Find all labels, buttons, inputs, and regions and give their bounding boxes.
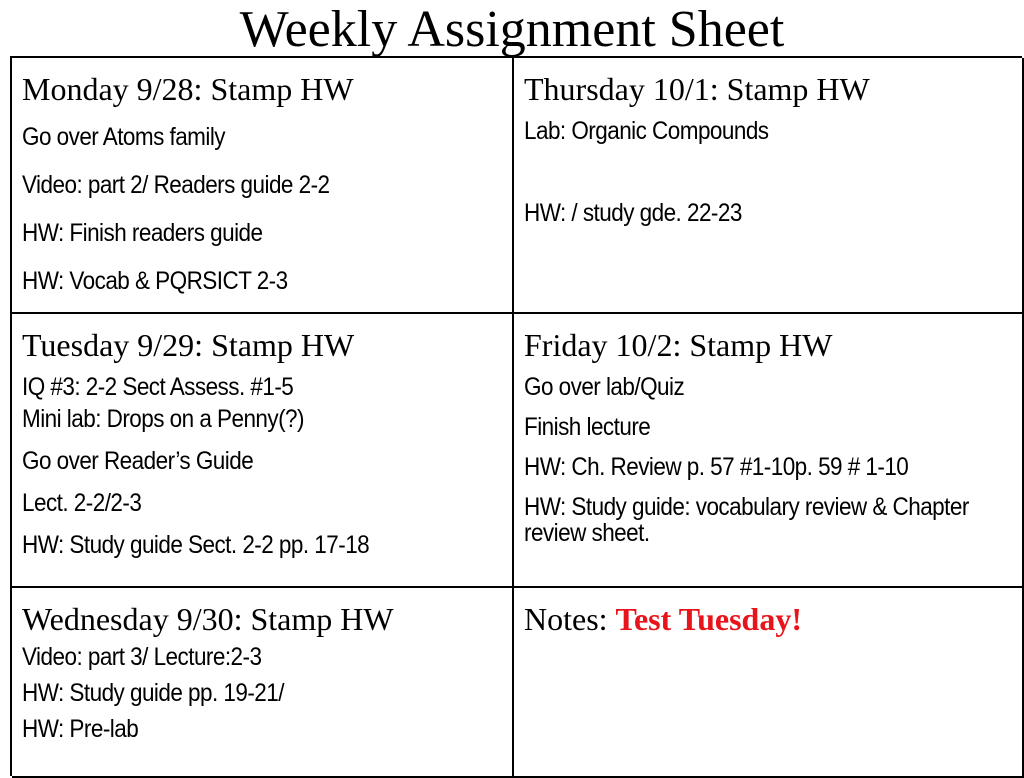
- assignment-line: HW: Pre-lab: [22, 715, 139, 743]
- assignment-line: Finish lecture: [524, 413, 651, 441]
- assignment-line: HW: Study guide pp. 19-21/: [22, 679, 284, 707]
- notes-heading: [524, 602, 1012, 636]
- assignment-line: Lect. 2-2/2-3: [22, 489, 142, 517]
- assignment-line: HW: Study guide Sect. 2-2 pp. 17-18: [22, 531, 370, 559]
- monday-heading: Monday 9/28: Stamp HW: [22, 71, 354, 107]
- wednesday-cell: [12, 588, 514, 778]
- notes-label: Notes:: [524, 601, 608, 637]
- tuesday-heading: Tuesday 9/29: Stamp HW: [22, 327, 355, 363]
- assignment-line: HW: Study guide: vocabulary review & Chapter review sheet.: [524, 493, 969, 547]
- thursday-heading: Thursday 10/1: Stamp HW: [524, 71, 870, 107]
- tuesday-cell: [12, 314, 514, 588]
- test-alert: Test Tuesday!: [615, 601, 802, 637]
- assignment-line: Go over Reader’s Guide: [22, 447, 254, 475]
- monday-cell: [12, 58, 514, 314]
- assignment-table: [10, 56, 1022, 776]
- friday-heading: Friday 10/2: Stamp HW: [524, 327, 833, 363]
- wednesday-heading: Wednesday 9/30: Stamp HW: [22, 601, 394, 637]
- notes-cell: [514, 588, 1024, 778]
- assignment-line: Go over Atoms family: [22, 123, 226, 151]
- assignment-line: Mini lab: Drops on a Penny(?): [22, 405, 304, 433]
- assignment-line: HW: / study gde. 22-23: [524, 199, 742, 227]
- assignment-line: Video: part 2/ Readers guide 2-2: [22, 171, 330, 199]
- page-title: Weekly Assignment Sheet: [239, 1, 785, 58]
- friday-cell: [514, 314, 1024, 588]
- assignment-line: HW: Vocab & PQRSICT 2-3: [22, 267, 288, 295]
- assignment-line: HW: Ch. Review p. 57 #1-10p. 59 # 1-10: [524, 453, 909, 481]
- assignment-line: HW: Finish readers guide: [22, 219, 263, 247]
- assignment-line: IQ #3: 2-2 Sect Assess. #1-5: [22, 373, 294, 401]
- thursday-cell: [514, 58, 1024, 314]
- assignment-line: Lab: Organic Compounds: [524, 117, 769, 145]
- assignment-line: Go over lab/Quiz: [524, 373, 685, 401]
- assignment-line: Video: part 3/ Lecture:2-3: [22, 643, 262, 671]
